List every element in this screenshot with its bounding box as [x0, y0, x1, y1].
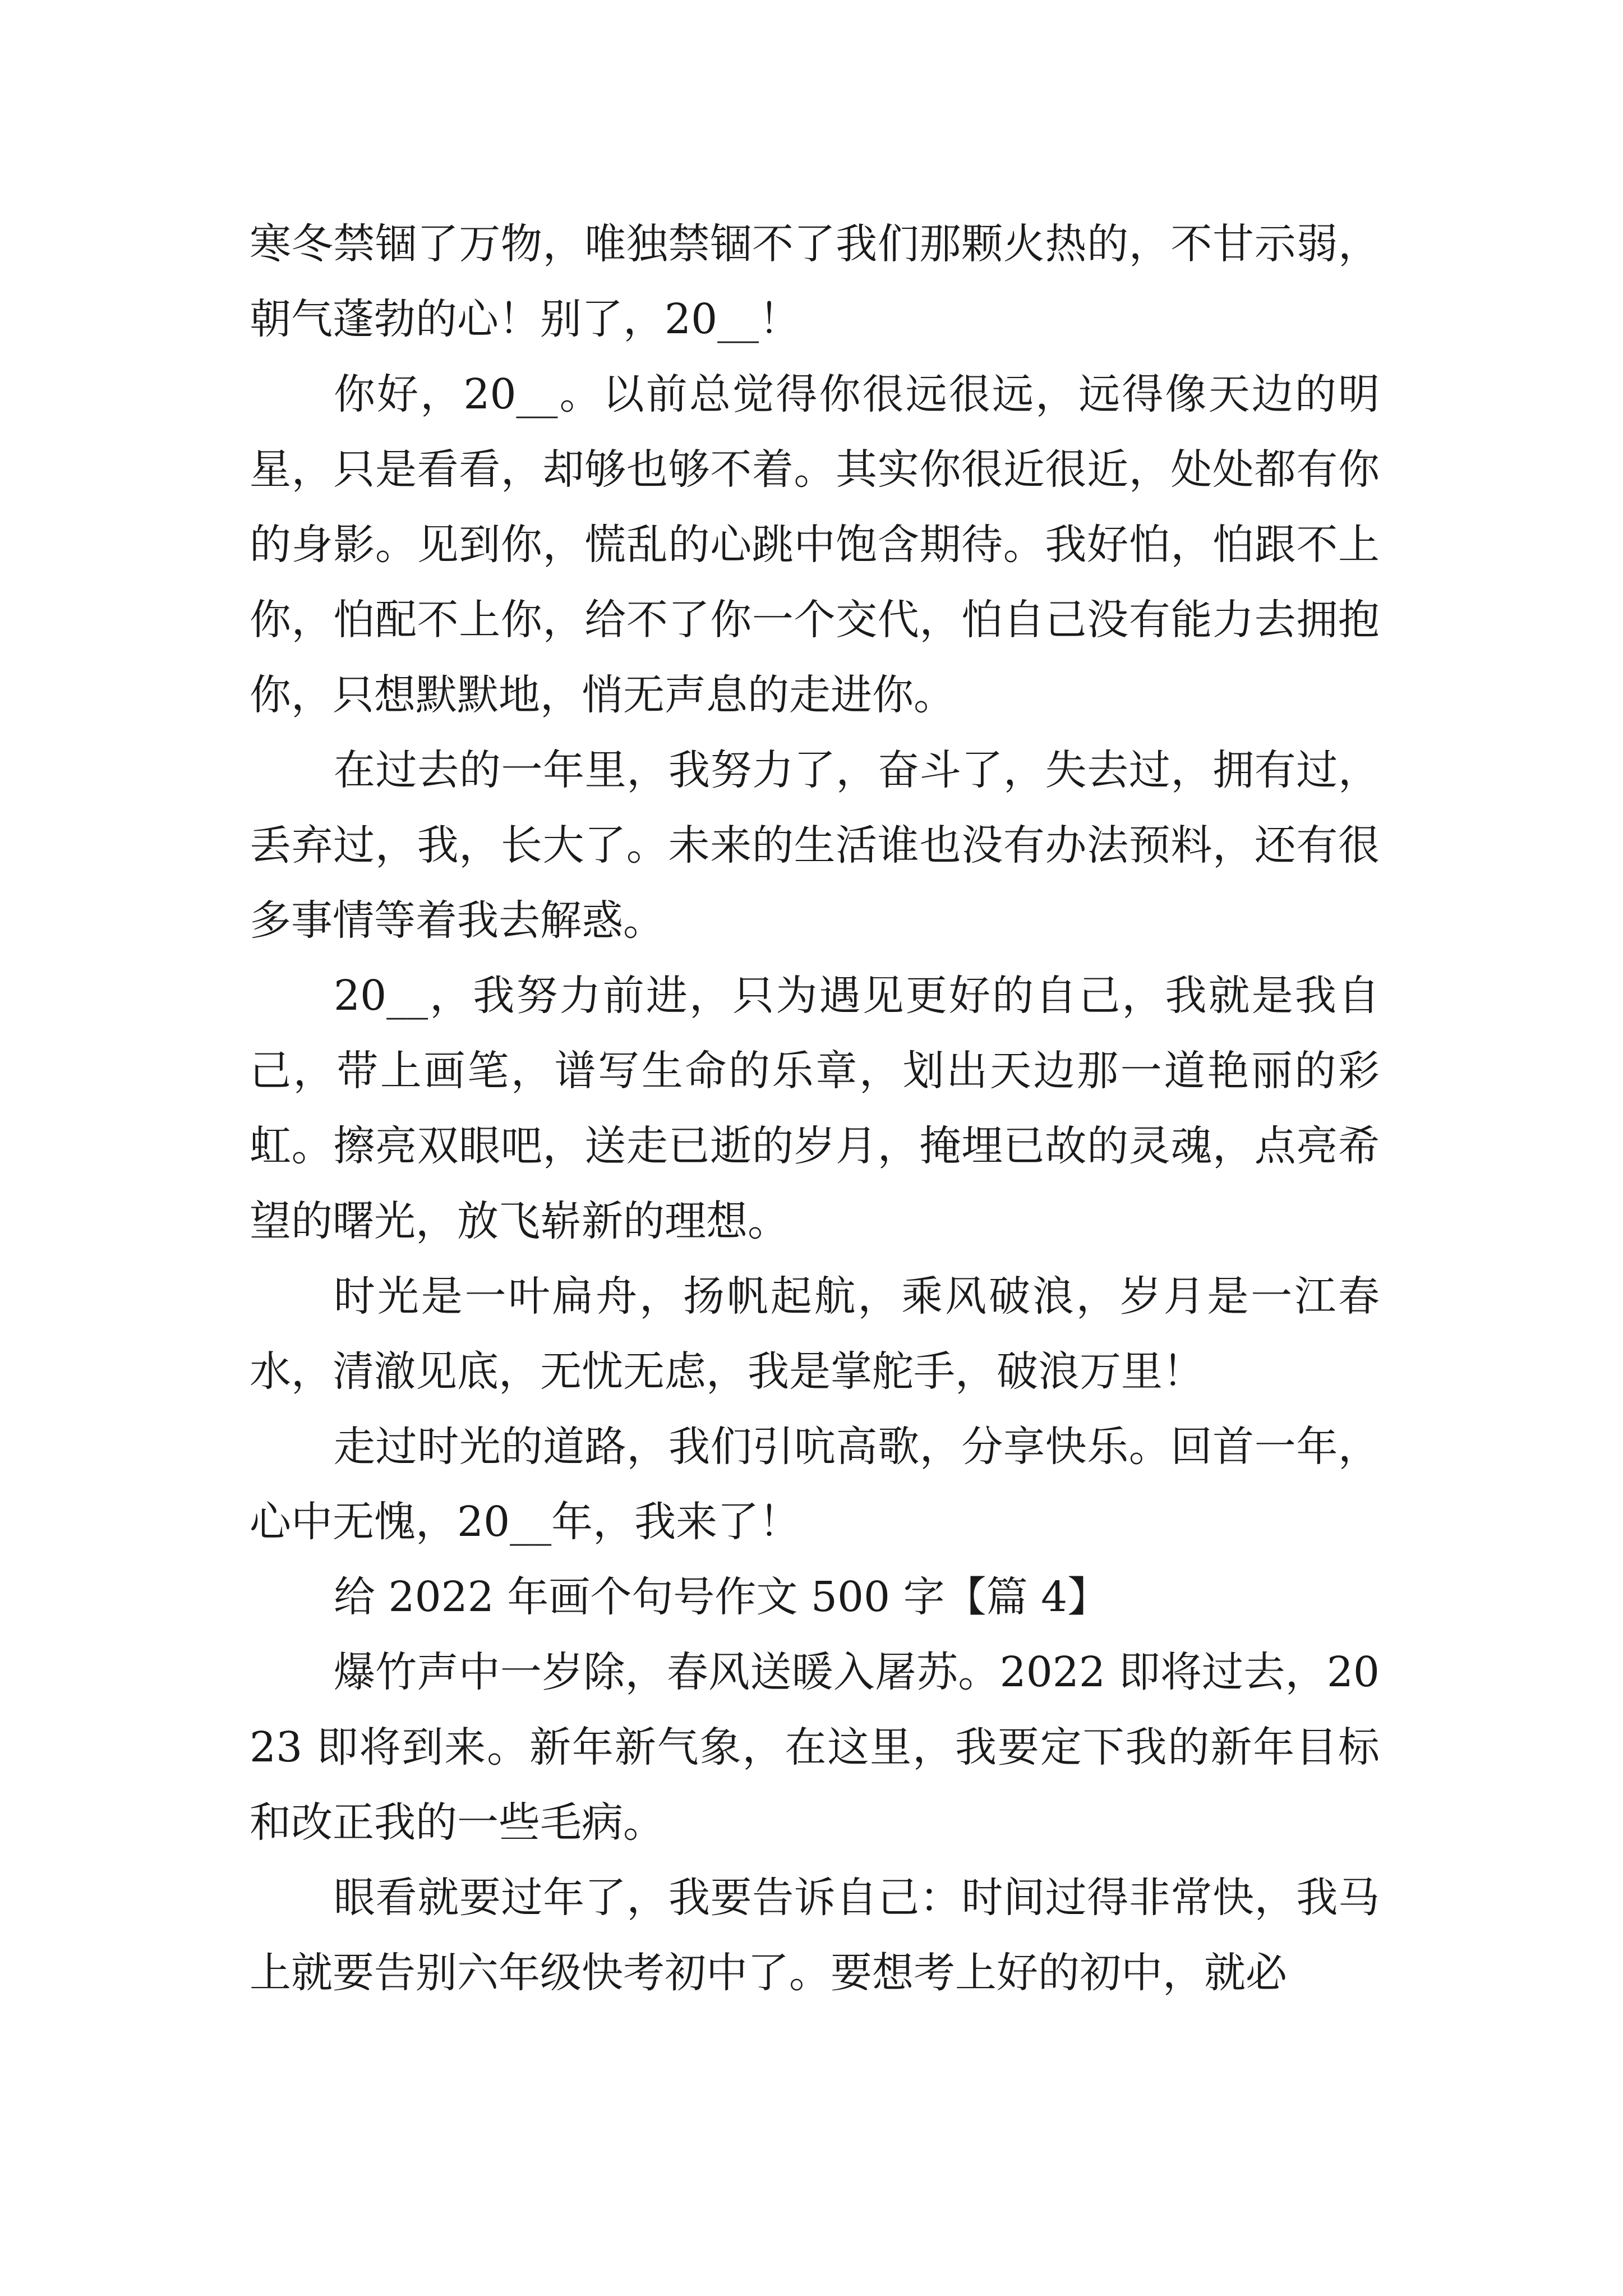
section-paragraph-1: 爆竹声中一岁除，春风送暖入屠苏。2022 即将过去，2023 即将到来。新年新气象，在这里，我要定下我的新年目标和改正我的一些毛病。: [250, 1648, 1380, 1847]
section-heading: 给 2022 年画个句号作文 500 字【篇 4】: [334, 1573, 1109, 1621]
paragraph-6: 走过时光的道路，我们引吭高歌，分享快乐。回首一年，心中无愧，20__年，我来了！: [250, 1423, 1380, 1546]
paragraph-1: 寒冬禁锢了万物，唯独禁锢不了我们那颗火热的，不甘示弱，朝气蓬勃的心！别了，20__！: [250, 220, 1380, 343]
paragraph-2: 你好，20__。以前总觉得你很远很远，远得像天边的明星，只是看看，却够也够不着。其实你很近很近，处处都有你的身影。见到你，慌乱的心跳中饱含期待。我好怕，怕跟不上你，怕配不上你，给不了你一个交代，怕自己没有能力去拥抱你，只想默默地，悄无声息的走进你。: [250, 370, 1380, 719]
paragraph-4: 20__，我努力前进，只为遇见更好的自己，我就是我自己，带上画笔，谱写生命的乐章，划出天边那一道艳丽的彩虹。擦亮双眼吧，送走已逝的岁月，掩埋已故的灵魂，点亮希望的曙光，放飞崭新的理想。: [250, 972, 1380, 1245]
document-body: [250, 206, 1380, 2010]
paragraph-3: 在过去的一年里，我努力了，奋斗了，失去过，拥有过，丢弃过，我，长大了。未来的生活谁也没有办法预料，还有很多事情等着我去解惑。: [250, 746, 1380, 945]
section-paragraph-2: 眼看就要过年了，我要告诉自己：时间过得非常快，我马上就要告别六年级快考初中了。要想考上好的初中，就必: [250, 1874, 1380, 1997]
paragraph-5: 时光是一叶扁舟，扬帆起航，乘风破浪，岁月是一江春水，清澈见底，无忧无虑，我是掌舵手，破浪万里！: [250, 1272, 1380, 1396]
